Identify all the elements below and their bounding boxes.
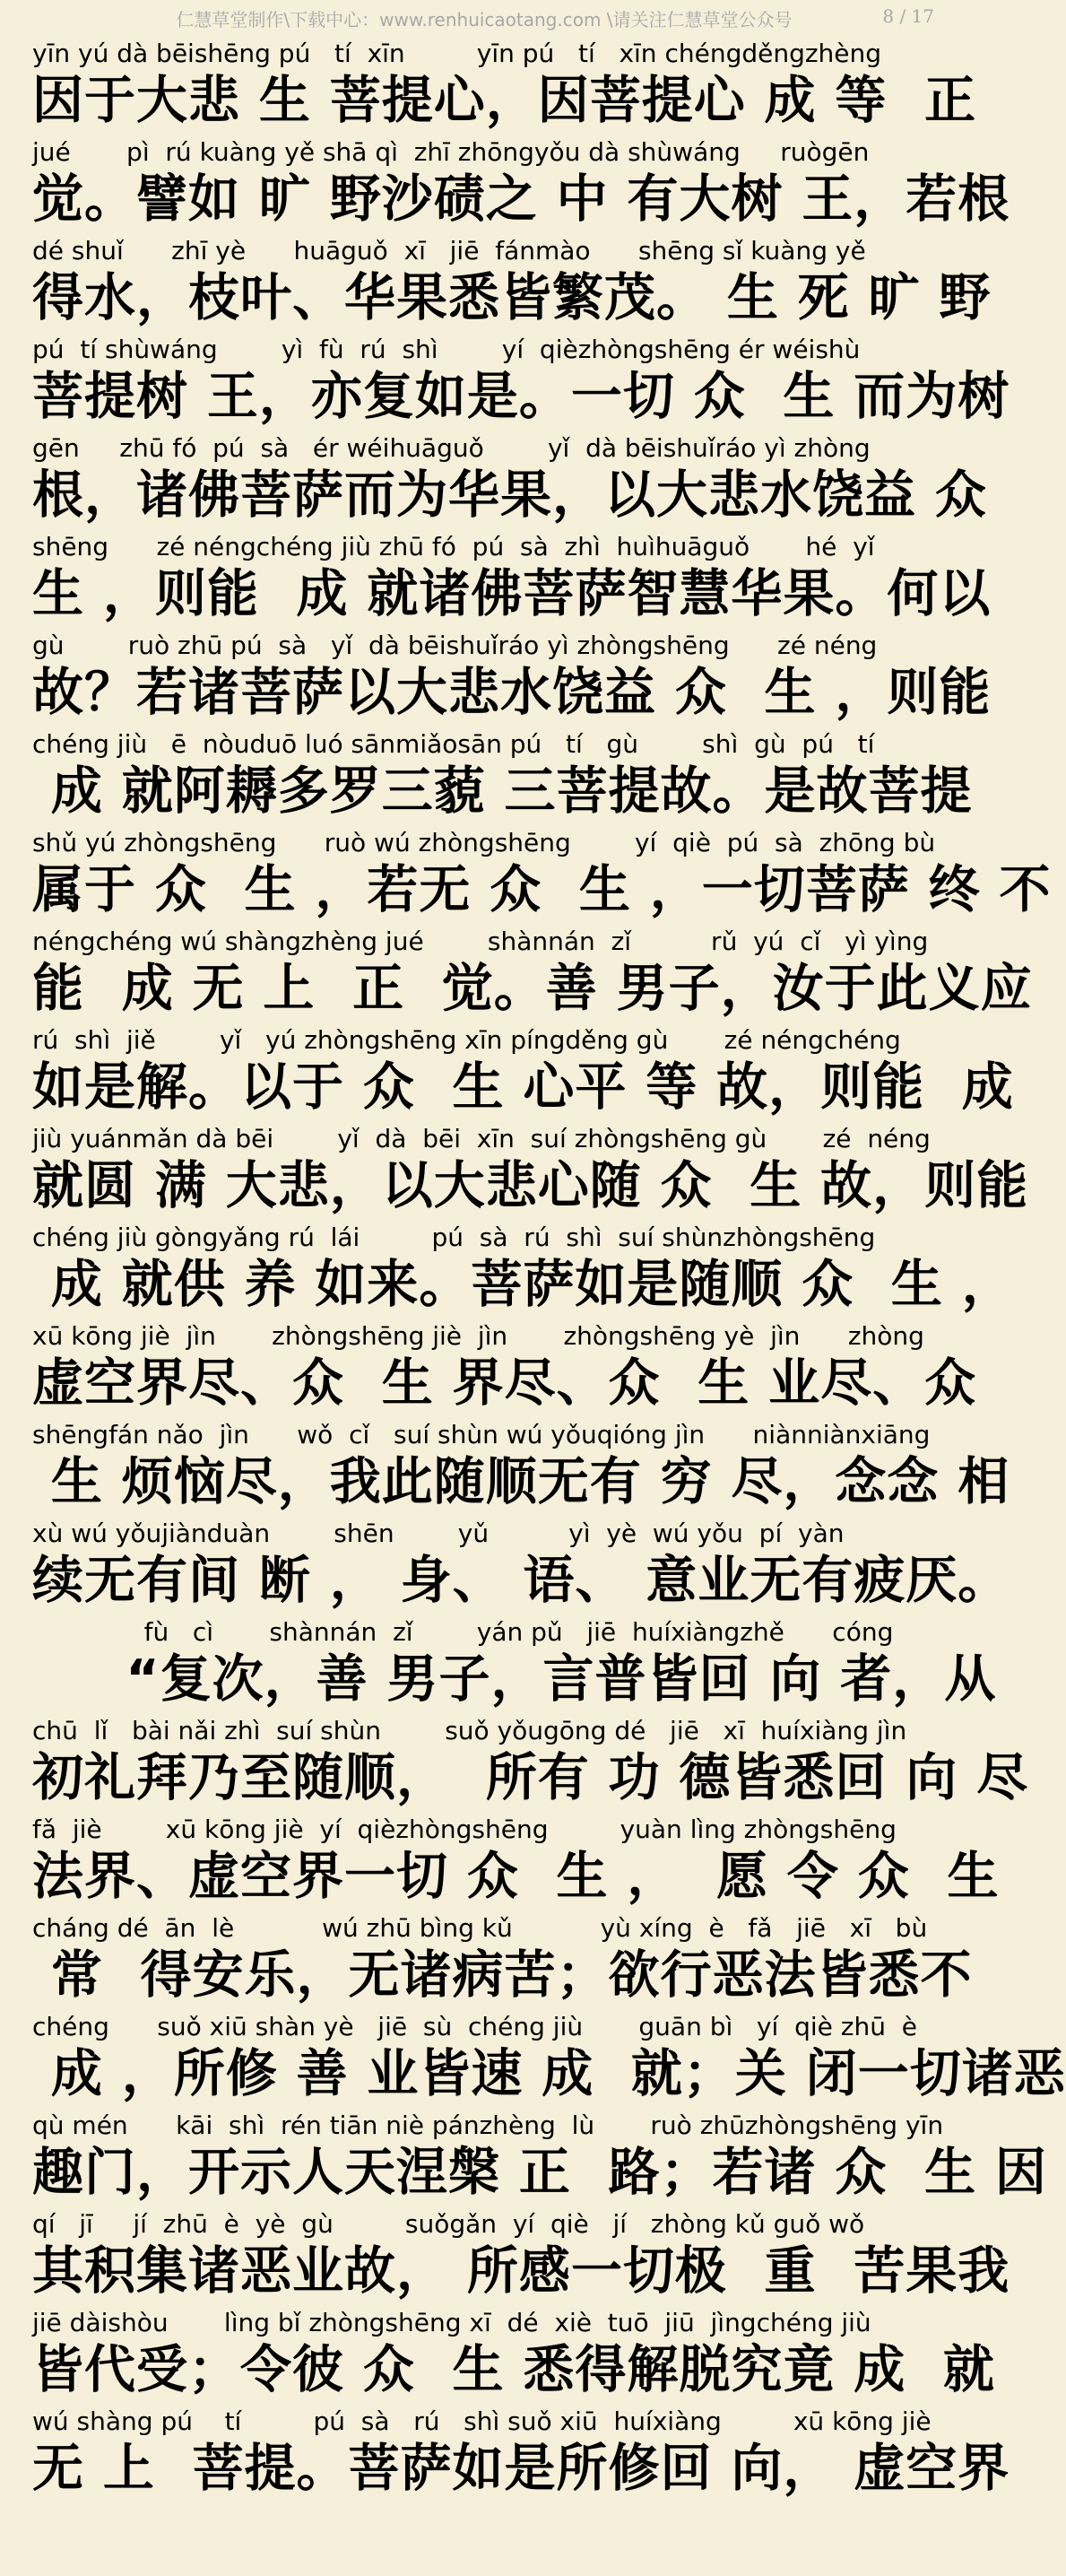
text-line-21 bbox=[32, 2012, 1066, 2111]
hanzi-line: 初礼拜乃至随顺， 所有 功 德皆悉回 向 尽 bbox=[32, 1748, 1029, 1807]
pinyin-line: jué pì rú kuàng yě shā qì zhī zhōngyǒu dà shùwáng ruògēn bbox=[32, 137, 870, 167]
pinyin-line: fù cì shànnán zǐ yán pǔ jiē huíxiàngzhě cóng bbox=[32, 1617, 894, 1647]
pinyin-line: rú shì jiě yǐ yú zhòngshēng xīn píngděng gù zé néngchéng bbox=[32, 1025, 901, 1055]
hanzi-line: 觉。譬如 旷 野沙碛之 中 有大树 王，若根 bbox=[32, 170, 1010, 229]
header-source-text: 仁慧草堂制作\下载中心：www.renhuicaotang.com \请关注仁慧草堂公众号 bbox=[176, 9, 793, 30]
hanzi-line: 成 就阿耨多罗三藐 三菩提故。是故菩提 bbox=[32, 761, 973, 821]
hanzi-line: 生 ，则能 成 就诸佛菩萨智慧华果。何以 bbox=[32, 564, 992, 623]
pinyin-line: chéng jiù ē nòuduō luó sānmiǎosān pú tí gù shì gù pú tí bbox=[32, 729, 875, 759]
pinyin-line: gù ruò zhū pú sà yǐ dà bēishuǐráo yì zhòngshēng zé néng bbox=[32, 631, 878, 660]
hanzi-line: 趣门，开示人天涅槃 正 路；若诸 众 生 因 bbox=[32, 2143, 1047, 2202]
pinyin-line: cháng dé ān lè wú zhū bìng kǔ yù xíng è fǎ jiē xī bù bbox=[32, 1913, 928, 1943]
text-line-11 bbox=[32, 1025, 1014, 1125]
hanzi-line: 成 ，所修 善 业皆速 成 就；关 闭一切诸恶 bbox=[32, 2044, 1066, 2103]
hanzi-line: 因于大悲 生 菩提心，因菩提心 成 等 正 bbox=[32, 71, 977, 130]
pinyin-line: xū kōng jiè jìn zhòngshēng jiè jìn zhòngshēng yè jìn zhòng bbox=[32, 1321, 924, 1351]
hanzi-line: 常 得安乐，无诸病苦；欲行恶法皆悉不 bbox=[32, 1945, 973, 2005]
page-number: 8 / 17 bbox=[882, 5, 934, 27]
hanzi-line: 属于 众 生 ，若无 众 生 ，一切菩萨 终 不 bbox=[32, 860, 1052, 919]
text-line-1 bbox=[32, 39, 977, 138]
hanzi-line: 能 成 无 上 正 觉。善 男子，汝于此义应 bbox=[32, 959, 1033, 1018]
hanzi-line: 皆代受；令彼 众 生 悉得解脱究竟 成 就 bbox=[32, 2340, 995, 2399]
hanzi-line: 法界、虚空界一切 众 生 ， 愿 令 众 生 bbox=[32, 1847, 1000, 1906]
hanzi-line: 无 上 菩提。菩萨如是所修回 向， 虚空界 bbox=[32, 2439, 1010, 2498]
text-line-2 bbox=[32, 137, 1010, 237]
text-line-10 bbox=[32, 927, 1033, 1026]
pinyin-line: chū lǐ bài nǎi zhì suí shùn suǒ yǒugōng dé jiē xī huíxiàng jìn bbox=[32, 1716, 907, 1745]
hanzi-line: 得水，枝叶、华果悉皆繁茂。 生 死 旷 野 bbox=[32, 268, 992, 327]
text-line-18 bbox=[32, 1716, 1029, 1815]
pinyin-line: fǎ jiè xū kōng jiè yí qièzhòngshēng yuàn lìng zhòngshēng bbox=[32, 1815, 897, 1844]
text-line-25 bbox=[32, 2406, 1010, 2506]
text-line-23 bbox=[32, 2209, 1010, 2309]
hanzi-line: 生 烦恼尽，我此随顺无有 穷 尽，念念 相 bbox=[32, 1452, 1010, 1511]
page-header bbox=[0, 0, 968, 39]
text-line-14 bbox=[32, 1321, 977, 1421]
pinyin-line: qù mén kāi shì rén tiān niè pánzhèng lù ruò zhūzhòngshēng yīn bbox=[32, 2110, 944, 2140]
text-line-4 bbox=[32, 335, 1010, 434]
pinyin-line: jiù yuánmǎn dà bēi yǐ dà bēi xīn suí zhòngshēng gù zé néng bbox=[32, 1124, 931, 1153]
pinyin-line: chéng jiù gòngyǎng rú lái pú sà rú shì suí shùnzhòngshēng bbox=[32, 1223, 876, 1252]
text-line-15 bbox=[32, 1420, 1010, 1519]
pinyin-line: xù wú yǒujiànduàn shēn yǔ yì yè wú yǒu pí yàn bbox=[32, 1519, 845, 1548]
text-line-5 bbox=[32, 433, 987, 533]
text-line-12 bbox=[32, 1124, 1029, 1223]
hanzi-line: 故？若诸菩萨以大悲水饶益 众 生 ，则能 bbox=[32, 663, 992, 722]
text-line-9 bbox=[32, 828, 1052, 927]
hanzi-line: 续无有间 断 ， 身、 语、 意业无有疲厌。 bbox=[32, 1551, 1010, 1610]
hanzi-line: 如是解。以于 众 生 心平 等 故，则能 成 bbox=[32, 1057, 1014, 1117]
hanzi-line: 菩提树 王，亦复如是。一切 众 生 而为树 bbox=[32, 367, 1010, 426]
text-line-6 bbox=[32, 532, 992, 631]
hanzi-line: 成 就供 养 如来。菩萨如是随顺 众 生 ， bbox=[32, 1255, 1014, 1314]
pinyin-line: shēng zé néngchéng jiù zhū fó pú sà zhì huìhuāguǒ hé yǐ bbox=[32, 532, 875, 561]
scripture-text-body bbox=[32, 39, 1066, 2506]
text-line-8 bbox=[32, 729, 973, 829]
pinyin-line: wú shàng pú tí pú sà rú shì suǒ xiū huíxiàng xū kōng jiè bbox=[32, 2406, 932, 2436]
text-line-24 bbox=[32, 2308, 995, 2407]
text-line-22 bbox=[32, 2110, 1047, 2210]
pinyin-line: néngchéng wú shàngzhèng jué shànnán zǐ rǔ yú cǐ yì yìng bbox=[32, 927, 929, 956]
pinyin-line: pú tí shùwáng yì fù rú shì yí qièzhòngshēng ér wéishù bbox=[32, 335, 861, 364]
text-line-7 bbox=[32, 631, 992, 730]
text-line-19 bbox=[32, 1815, 1000, 1914]
pinyin-line: dé shuǐ zhī yè huāguǒ xī jiē fánmào shēng sǐ kuàng yě bbox=[32, 236, 866, 265]
pinyin-line: shǔ yú zhòngshēng ruò wú zhòngshēng yí qiè pú sà zhōng bù bbox=[32, 828, 936, 857]
hanzi-line: 就圆 满 大悲，以大悲心随 众 生 故，则能 bbox=[32, 1156, 1029, 1215]
hanzi-line: 根，诸佛菩萨而为华果，以大悲水饶益 众 bbox=[32, 466, 987, 525]
pinyin-line: qí jī jí zhū è yè gù suǒgǎn yí qiè jí zhòng kǔ guǒ wǒ bbox=[32, 2209, 865, 2239]
hanzi-line: 虚空界尽、众 生 界尽、众 生 业尽、众 bbox=[32, 1353, 977, 1413]
pinyin-line: yīn yú dà bēishēng pú tí xīn yīn pú tí xīn chéngděngzhèng bbox=[32, 39, 882, 68]
text-line-16 bbox=[32, 1519, 1010, 1618]
text-line-20 bbox=[32, 1913, 973, 2013]
hanzi-line: 其积集诸恶业故， 所感一切极 重 苦果我 bbox=[32, 2241, 1010, 2301]
pinyin-line: gēn zhū fó pú sà ér wéihuāguǒ yǐ dà bēishuǐráo yì zhòng bbox=[32, 433, 871, 463]
text-line-17 bbox=[32, 1617, 997, 1717]
text-line-3 bbox=[32, 236, 992, 335]
pinyin-line: chéng suǒ xiū shàn yè jiē sù chéng jiù guān bì yí qiè zhū è bbox=[32, 2012, 918, 2041]
pinyin-line: jiē dàishòu lìng bǐ zhòngshēng xī dé xiè tuō jiū jìngchéng jiù bbox=[32, 2308, 871, 2337]
pinyin-line: shēngfán nǎo jìn wǒ cǐ suí shùn wú yǒuqióng jìn niànniànxiāng bbox=[32, 1420, 931, 1449]
hanzi-line: “复次，善 男子，言普皆回 向 者，从 bbox=[32, 1649, 997, 1709]
text-line-13 bbox=[32, 1223, 1014, 1322]
